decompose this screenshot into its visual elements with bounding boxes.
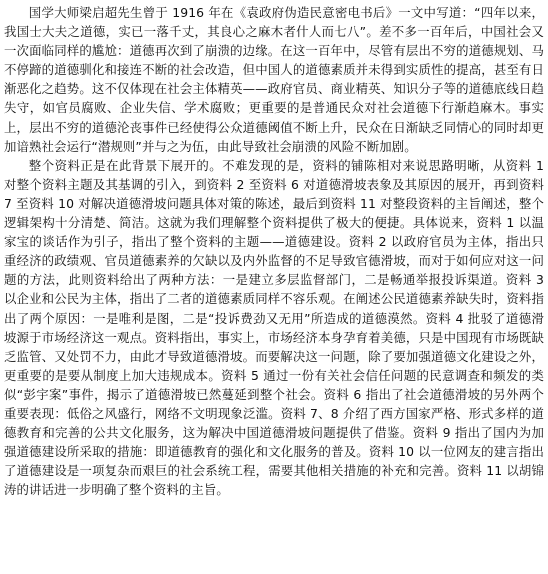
paragraph-intro: 国学大师梁启超先生曾于 1916 年在《袁政府伪造民意密电书后》一文中写道：“四年以来，我国士大夫之道德，实已一落千丈，其良心之麻木者什人而七八”。差不多一百年后，中国社会又一次面临同样的尴尬：道德再次到了崩溃的边缘。在这一百年中，尽管有层出不穷的道德规划、马不停蹄的道德驯化和接连不断的社会改造，但中国人的道德素质并未得到实质性的提高，甚至有日渐恶化之趋势。这不仅体现在社会主体精英——政府官员、商业精英、知识分子等的道德底线日趋失守，如官员腐败、企业失信、学术腐败；更重要的是普通民众对社会道德下行渐趋麻木。事实上，层出不穷的道德沦丧事件已经使得公众道德阈值不断上升，民众在日渐缺乏同情心的同时却更加谙熟社会运行“潜规则”并与之为伍，由此导致社会崩溃的风险不断加剧。 [4,5,544,154]
paragraph-analysis: 整个资料正是在此背景下展开的。不难发现的是，资料的铺陈相对来说思路明晰，从资料 1 对整个资料主题及其基调的引入，到资料 2 至资料 6 对道德滑坡表象及其原因的展开，再到资料 7 至资料 10 对解决道德滑坡问题具体对策的陈述，最后到资料 11 对整段资料的主旨阐述，整个逻辑架构十分清楚、简洁。这就为我们理解整个资料提供了极大的便捷。具体说来，资料 1 以温家宝的谈话作为引子，指出了整个资料的主题——道德建设。资料 2 以政府官员为主体，指出只重经济的政绩观、官员道德素养的欠缺以及内外监督的不足导致官德滑坡，而对于如何应对这一问题的方法，此则资料给出了两种方法：一是建立多层监督部门，二是畅通举报投诉渠道。资料 3 以企业和公民为主体，指出了二者的道德素质同样不容乐观。在阐述公民道德素养缺失时，资料指出了两个原因：一是唯利是图，二是“投诉费劲又无用”所造成的道德漠然。资料 4 批驳了道德滑坡源于市场经济这一观点。资料指出，事实上，市场经济本身孕育着美德，只是中国现有市场既缺乏监管、又处罚不力，由此才导致道德滑坡。而要解决这一问题，除了要加强道德文化建设之外，更重要的是要从制度上加大违规成本。资料 5 通过一份有关社会信任问题的民意调查和频发的类似“彭宇案”事件，揭示了道德滑坡已然蔓延到整个社会。资料 6 指出了社会道德滑坡的另外两个重要表现：低俗之风盛行，网络不文明现象泛滥。资料 7、8 介绍了西方国家严格、形式多样的道德教育和完善的公共文化服务，这为解决中国道德滑坡问题提供了借鉴。资料 9 指出了国内为加强道德建设所采取的措施：即道德教育的强化和文化服务的普及。资料 10 以一位网友的建言指出了道德建设是一项复杂而艰巨的社会系统工程，需要其他相关措施的补充和完善。资料 11 以胡锦涛的讲话进一步明确了整个资料的主旨。 [4,157,544,498]
